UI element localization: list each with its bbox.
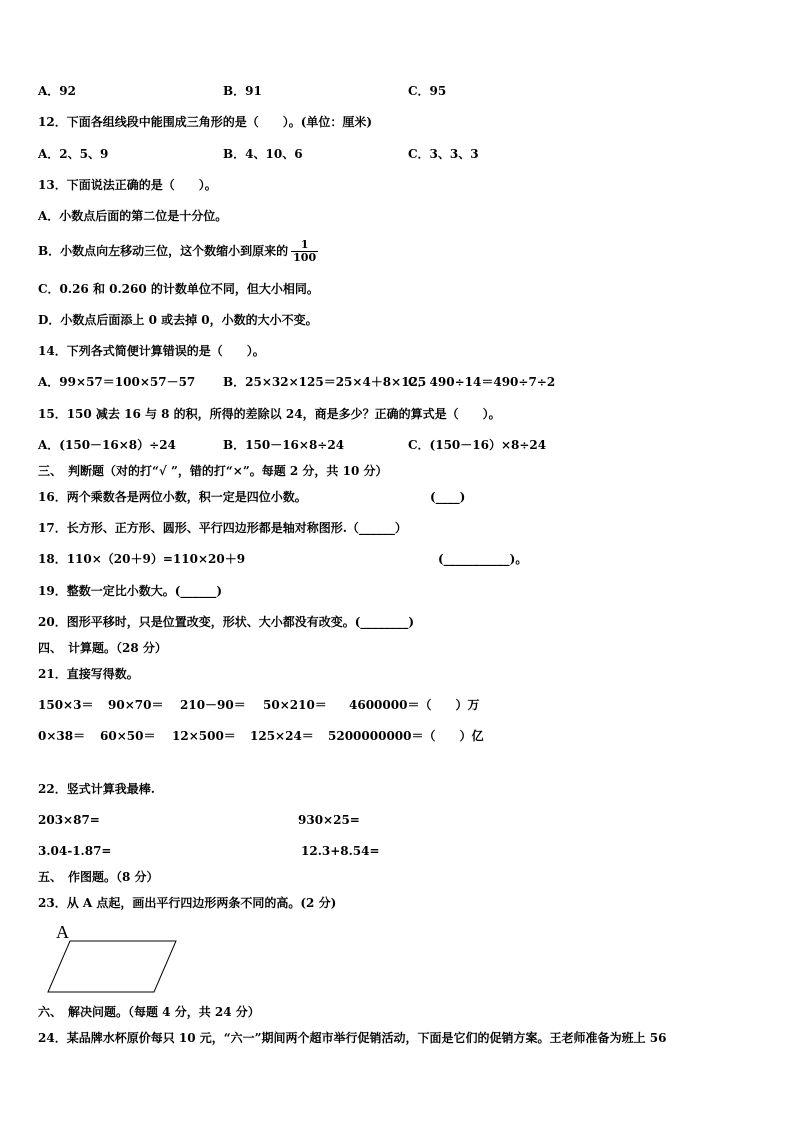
- q21-item: 90×70＝: [108, 698, 164, 712]
- q12-option-b: B．4、10、6: [223, 147, 303, 161]
- q15-option-b: B．150－16×8÷24: [223, 438, 345, 452]
- section-5-title: 五、 作图题。（8 分）: [38, 870, 159, 884]
- q22-item: 12.3+8.54=: [301, 844, 380, 858]
- fraction-denominator: 100: [293, 251, 317, 264]
- section-6-title: 六、 解决问题。（每题 4 分，共 24 分）: [38, 1005, 260, 1019]
- q24-text: 24．某品牌水杯原价每只 10 元，“六一”期间两个超市举行促销活动，下面是它们的促销方案。王老师准备为班上 56: [38, 1031, 667, 1045]
- q16-answer-blank[interactable]: (____): [430, 490, 466, 504]
- fraction-one-hundredth: [291, 239, 318, 264]
- q13-option-a: A．小数点后面的第二位是十分位。: [38, 209, 228, 223]
- section-4-title: 四、 计算题。（28 分）: [38, 641, 167, 655]
- q16-text: 16．两个乘数各是两位小数，积一定是四位小数。: [38, 490, 307, 504]
- q12-option-c: C．3、3、3: [408, 147, 479, 161]
- q21-item: 0×38＝: [38, 729, 86, 743]
- q13-option-c: C．0.26 和 0.260 的计数单位不同，但大小相同。: [38, 282, 319, 296]
- q15-stem: 15．150 减去 16 与 8 的积，所得的差除以 24，商是多少？正确的算式是（ ）。: [38, 407, 501, 421]
- fraction-numerator: 1: [291, 239, 318, 252]
- q22-item: 203×87=: [38, 813, 100, 827]
- q18-text: 18．110×（20＋9）=110×20＋9: [38, 552, 246, 566]
- q12-option-a: A．2、5、9: [38, 147, 109, 161]
- q23-stem: 23．从 A 点起，画出平行四边形两条不同的高。(2 分): [38, 896, 337, 910]
- q21-item: 125×24＝: [250, 729, 314, 743]
- q14-option-a: A．99×57＝100×57－57: [38, 375, 196, 389]
- q11-option-b: B．91: [223, 84, 262, 98]
- q14-stem: 14．下列各式简便计算错误的是（ ）。: [38, 344, 265, 358]
- q20-text: 20．图形平移时，只是位置改变，形状、大小都没有改变。(________): [38, 615, 415, 629]
- q13-stem: 13．下面说法正确的是（ ）。: [38, 178, 217, 192]
- q22-stem: 22．竖式计算我最棒.: [38, 782, 155, 796]
- q21-item: 4600000＝（ ）万: [349, 698, 480, 712]
- q15-option-a: A．(150－16×8）÷24: [38, 438, 176, 452]
- q11-option-a: A．92: [38, 84, 77, 98]
- q13-option-d: D．小数点后面添上 0 或去掉 0，小数的大小不变。: [38, 313, 318, 327]
- q21-item: 150×3＝: [38, 698, 94, 712]
- point-a-label: A: [56, 922, 69, 942]
- q21-item: 50×210＝: [263, 698, 327, 712]
- q21-item: 60×50＝: [100, 729, 156, 743]
- section-3-title: 三、 判断题（对的打“√ ”，错的打“×”。每题 2 分，共 10 分）: [38, 464, 388, 478]
- q11-option-c: C．95: [408, 84, 447, 98]
- q21-item: 12×500＝: [172, 729, 236, 743]
- q15-option-c: C．(150－16）×8÷24: [408, 438, 547, 452]
- q17-text: 17．长方形、正方形、圆形、平行四边形都是轴对称图形.（______）: [38, 521, 407, 535]
- q14-option-c: C．490÷14＝490÷7÷2: [408, 375, 556, 389]
- parallelogram: [48, 941, 176, 992]
- q18-answer-blank[interactable]: (___________)。: [438, 552, 528, 566]
- q14-option-b: B．25×32×125＝25×4＋8×125: [223, 375, 427, 389]
- q13-option-b-text: B．小数点向左移动三位，这个数缩小到原来的: [38, 244, 289, 258]
- q19-text: 19．整数一定比小数大。(______): [38, 584, 223, 598]
- q21-stem: 21．直接写得数。: [38, 667, 139, 681]
- q12-stem: 12．下面各组线段中能围成三角形的是（ ）。(单位：厘米): [38, 115, 373, 129]
- q21-item: 5200000000＝（ ）亿: [328, 729, 484, 743]
- q22-item: 930×25=: [298, 813, 360, 827]
- q13-option-b: [38, 236, 318, 266]
- q21-item: 210－90＝: [180, 698, 246, 712]
- q22-item: 3.04-1.87=: [38, 844, 112, 858]
